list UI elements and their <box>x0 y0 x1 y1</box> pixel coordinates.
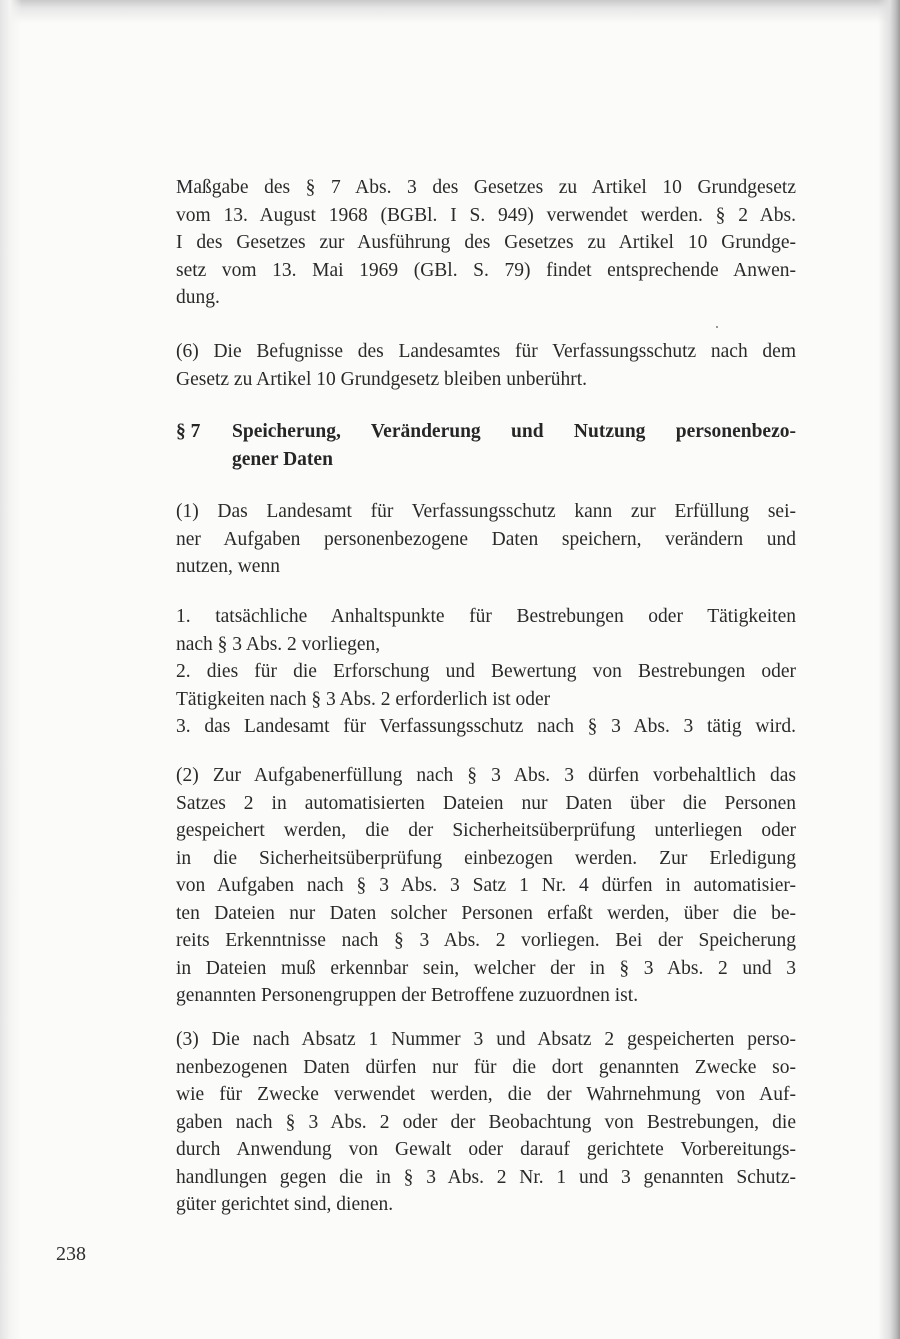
section-title-line: Speicherung, Veränderung und Nutzung personenbezo- <box>232 421 796 442</box>
list-item: Tätigkeiten nach § 3 Abs. 2 erforderlich ist oder <box>176 688 551 710</box>
absatz-1 <box>176 498 796 581</box>
text-line: gespeichert werden, die der Sicherheitsüberprüfung unterliegen oder <box>176 820 796 841</box>
text-line: Maßgabe des § 7 Abs. 3 des Gesetzes zu Artikel 10 Grundgesetz <box>176 177 796 198</box>
text-line: durch Anwendung von Gewalt oder darauf gerichtete Vorbereitungs- <box>176 1139 796 1160</box>
list-item: nach § 3 Abs. 2 vorliegen, <box>176 633 381 655</box>
list-item: 1. tatsächliche Anhaltspunkte für Bestrebungen oder Tätigkeiten <box>176 606 796 627</box>
text-line: von Aufgaben nach § 3 Abs. 3 Satz 1 Nr. 4 dürfen in automatisier- <box>176 875 796 896</box>
text-line: vom 13. August 1968 (BGBl. I S. 949) verwendet werden. § 2 Abs. <box>176 204 796 226</box>
text-line: wie für Zwecke verwendet werden, die der Wahrnehmung von Auf- <box>176 1084 796 1105</box>
text-line: Satzes 2 in automatisierten Dateien nur Daten über die Personen <box>176 792 796 814</box>
text-line: (2) Zur Aufgabenerfüllung nach § 3 Abs. 3 dürfen vorbehaltlich das <box>176 765 796 786</box>
absatz-3 <box>176 1026 796 1219</box>
continuation-paragraph <box>176 174 796 312</box>
text-line: I des Gesetzes zur Ausführung des Gesetzes zu Artikel 10 Grundge- <box>176 232 796 253</box>
text-line: gaben nach § 3 Abs. 2 oder der Beobachtung von Bestrebungen, die <box>176 1111 796 1133</box>
page-number: 238 <box>56 1243 86 1265</box>
text-line: nutzen, wenn <box>176 556 280 577</box>
text-line: in Dateien muß erkennbar sein, welcher der in § 3 Abs. 2 und 3 <box>176 957 796 979</box>
text-line: handlungen gegen die in § 3 Abs. 2 Nr. 1 und 3 genannten Schutz- <box>176 1166 796 1188</box>
list-item: 2. dies für die Erforschung und Bewertung von Bestrebungen oder <box>176 661 796 682</box>
numbered-list <box>176 603 796 741</box>
text-line: (6) Die Befugnisse des Landesamtes für Verfassungsschutz nach dem <box>176 341 796 362</box>
text-line: nenbezogenen Daten dürfen nur für die dort genannten Zwecke so- <box>176 1056 796 1078</box>
text-line: genannten Personengruppen der Betroffene zuzuordnen ist. <box>176 985 639 1006</box>
section-number: § 7 <box>176 421 201 442</box>
text-line: setz vom 13. Mai 1969 (GBl. S. 79) findet entsprechende Anwen- <box>176 259 796 281</box>
paragraph-6 <box>176 338 796 393</box>
text-line: Gesetz zu Artikel 10 Grundgesetz bleiben unberührt. <box>176 368 587 390</box>
text-line: in die Sicherheitsüberprüfung einbezogen werden. Zur Erledigung <box>176 847 796 869</box>
section-title-line: gener Daten <box>232 448 333 470</box>
absatz-2 <box>176 762 796 1010</box>
text-line: reits Erkenntnisse nach § 3 Abs. 2 vorliegen. Bei der Speicherung <box>176 930 796 951</box>
text-line: ten Dateien nur Daten solcher Personen erfaßt werden, über die be- <box>176 902 796 924</box>
text-line: güter gerichtet sind, dienen. <box>176 1194 394 1215</box>
list-item: 3. das Landesamt für Verfassungsschutz nach § 3 Abs. 3 tätig wird. <box>176 716 796 737</box>
text-line: ner Aufgaben personenbezogene Daten speichern, verändern und <box>176 528 796 550</box>
text-line: dung. <box>176 287 220 308</box>
section-title <box>232 418 796 473</box>
text-line: (3) Die nach Absatz 1 Nummer 3 und Absatz 2 gespeicherten perso- <box>176 1029 796 1050</box>
text-line: (1) Das Landesamt für Verfassungsschutz kann zur Erfüllung sei- <box>176 501 796 522</box>
